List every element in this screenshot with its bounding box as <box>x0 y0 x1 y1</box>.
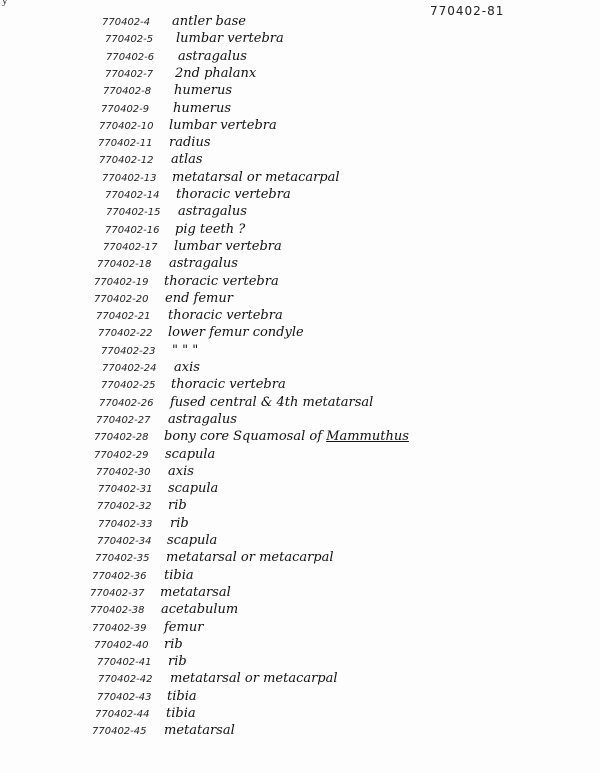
specimen-description <box>168 654 187 669</box>
specimen-description <box>172 14 246 29</box>
specimen-description-text: humerus <box>173 100 232 116</box>
list-item <box>0 308 600 326</box>
specimen-description-text: tibia <box>167 688 197 704</box>
catalog-number: 770402-43 <box>97 691 152 703</box>
list-item <box>0 498 600 516</box>
specimen-description-text: rib <box>164 636 183 652</box>
list-item <box>0 671 600 689</box>
catalog-number: 770402-19 <box>94 276 149 288</box>
specimen-description-text: scapula <box>167 533 218 548</box>
list-item <box>0 550 600 568</box>
catalog-number: 770402-20 <box>94 293 149 305</box>
catalog-number: 770402-5 <box>105 34 154 46</box>
list-item <box>0 187 600 205</box>
corner-mark: y <box>2 0 8 7</box>
specimen-description <box>174 239 282 254</box>
specimen-description-text: " " " <box>172 342 199 358</box>
specimen-description <box>168 325 304 340</box>
list-item <box>0 325 600 343</box>
list-item <box>0 118 600 136</box>
list-item <box>0 14 600 32</box>
specimen-description <box>178 204 247 219</box>
list-item <box>0 343 600 361</box>
specimen-description-text: scapula <box>165 446 216 462</box>
list-item <box>0 706 600 724</box>
list-item <box>0 481 600 499</box>
catalog-number: 770402-10 <box>99 120 154 132</box>
specimen-description <box>170 671 338 686</box>
catalog-number: 770402-36 <box>92 570 147 582</box>
specimen-description-text: rib <box>170 515 189 531</box>
specimen-description <box>169 135 211 150</box>
specimen-description-text: 2nd phalanx <box>175 65 257 81</box>
specimen-description <box>166 706 196 721</box>
catalog-number: 770402-22 <box>98 328 153 340</box>
list-item <box>0 152 600 170</box>
list-item <box>0 447 600 465</box>
specimen-description-text: scapula <box>168 481 219 497</box>
specimen-description <box>168 498 187 513</box>
specimen-description-text: fused central & 4th metatarsal <box>170 394 374 410</box>
specimen-description-text: thoracic vertebra <box>176 187 291 202</box>
catalog-number: 770402-6 <box>106 51 155 63</box>
specimen-description <box>176 187 291 202</box>
specimen-description <box>165 447 215 462</box>
specimen-description-text: rib <box>168 498 187 514</box>
specimen-description-text: astragalus <box>178 48 247 64</box>
list-item <box>0 291 600 309</box>
list-item <box>0 637 600 655</box>
list-item <box>0 395 600 413</box>
list-item <box>0 689 600 707</box>
specimen-description <box>169 118 277 133</box>
specimen-description-text: femur <box>164 619 204 635</box>
catalog-number: 770402-33 <box>98 518 153 530</box>
specimen-description-text: astragalus <box>169 256 238 272</box>
specimen-description-text: bony core Squamosal of <box>164 429 322 445</box>
specimen-description <box>169 256 238 271</box>
catalog-number: 770402-30 <box>96 466 151 478</box>
specimen-description-text: tibia <box>164 567 194 583</box>
list-item <box>0 256 600 274</box>
document-number: 770402-81 <box>430 4 505 18</box>
catalog-number: 770402-21 <box>96 311 151 323</box>
specimen-description <box>174 83 232 98</box>
specimen-description <box>160 585 231 600</box>
catalog-number: 770402-26 <box>99 397 154 409</box>
catalog-number: 770402-8 <box>103 86 152 98</box>
specimen-description-text: metatarsal or metacarpal <box>172 169 340 185</box>
list-item <box>0 585 600 603</box>
list-item <box>0 620 600 638</box>
specimen-description <box>167 689 197 704</box>
specimen-description-text: axis <box>168 463 194 479</box>
specimen-description-text: astragalus <box>168 411 237 427</box>
specimen-description <box>172 170 340 185</box>
list-item <box>0 222 600 240</box>
catalog-number: 770402-37 <box>90 587 145 599</box>
specimen-description-text: lumbar vertebra <box>169 117 277 133</box>
catalog-number: 770402-39 <box>92 622 147 634</box>
specimen-description-text: metatarsal <box>164 723 235 739</box>
specimen-description <box>170 395 373 410</box>
catalog-number: 770402-15 <box>106 207 161 219</box>
specimen-description-text: pig teeth ? <box>175 221 246 237</box>
specimen-description-text: axis <box>174 360 200 375</box>
list-item <box>0 723 600 741</box>
catalog-number: 770402-11 <box>98 138 153 150</box>
catalog-number: 770402-34 <box>97 536 152 547</box>
list-item <box>0 49 600 67</box>
specimen-description-text: metatarsal or metacarpal <box>170 671 338 687</box>
specimen-description <box>166 550 334 565</box>
catalog-number: 770402-38 <box>90 605 145 617</box>
catalog-number: 770402-31 <box>98 484 153 496</box>
catalog-number: 770402-17 <box>103 241 158 253</box>
specimen-description <box>171 152 203 167</box>
specimen-description <box>167 533 217 548</box>
specimen-description-text: humerus <box>174 83 233 99</box>
list-item <box>0 170 600 188</box>
list-item <box>0 135 600 153</box>
catalog-number: 770402-42 <box>98 674 153 686</box>
specimen-description <box>164 429 409 444</box>
list-item <box>0 239 600 257</box>
catalog-number: 770402-14 <box>105 190 160 201</box>
specimen-description <box>164 637 183 652</box>
catalog-number: 770402-12 <box>99 155 154 167</box>
catalog-number: 770402-16 <box>105 224 160 236</box>
list-item <box>0 377 600 395</box>
specimen-description-text: lumbar vertebra <box>174 238 282 254</box>
specimen-description <box>164 568 194 583</box>
catalog-number: 770402-13 <box>102 172 157 184</box>
specimen-description <box>175 66 256 81</box>
specimen-description-text: rib <box>168 654 187 670</box>
catalog-number: 770402-45 <box>92 726 147 738</box>
list-item <box>0 83 600 101</box>
list-item <box>0 568 600 586</box>
catalog-number: 770402-23 <box>101 345 156 357</box>
specimen-description-text: lower femur condyle <box>168 325 304 341</box>
catalog-number: 770402-35 <box>95 553 150 565</box>
list-item <box>0 204 600 222</box>
specimen-description <box>168 464 194 479</box>
list-item <box>0 101 600 119</box>
specimen-description-text: thoracic vertebra <box>171 377 286 393</box>
list-item <box>0 429 600 447</box>
specimen-description <box>161 602 238 617</box>
specimen-description-text: acetabulum <box>161 602 239 618</box>
catalog-number: 770402-29 <box>94 449 149 461</box>
catalog-number: 770402-9 <box>101 103 150 115</box>
list-item <box>0 412 600 430</box>
catalog-number: 770402-4 <box>102 17 151 28</box>
specimen-description-text: thoracic vertebra <box>164 273 279 289</box>
catalog-number: 770402-44 <box>95 709 150 720</box>
specimen-description <box>176 31 284 46</box>
catalog-number: 770402-40 <box>94 639 149 651</box>
list-item <box>0 464 600 482</box>
specimen-description-text: atlas <box>171 152 203 168</box>
specimen-description <box>171 377 286 392</box>
list-item <box>0 274 600 292</box>
specimen-description <box>170 516 189 531</box>
catalog-number: 770402-27 <box>96 414 151 426</box>
specimen-description-text: tibia <box>166 706 196 721</box>
catalog-number: 770402-25 <box>101 380 156 392</box>
list-item <box>0 654 600 672</box>
specimen-description-text: end femur <box>165 290 233 306</box>
catalog-number: 770402-28 <box>94 432 149 444</box>
specimen-description <box>174 360 200 375</box>
specimen-description <box>173 101 231 116</box>
catalog-number: 770402-32 <box>97 501 152 513</box>
specimen-description <box>172 343 198 358</box>
specimen-description-text: lumbar vertebra <box>176 31 284 47</box>
specimen-description <box>178 49 247 64</box>
specimen-description <box>164 620 203 635</box>
list-item <box>0 516 600 534</box>
catalog-number: 770402-7 <box>105 68 154 80</box>
specimen-description <box>168 481 218 496</box>
specimen-description <box>164 723 235 738</box>
list-item <box>0 602 600 620</box>
specimen-description <box>168 308 283 323</box>
specimen-description-text: metatarsal <box>160 584 231 600</box>
specimen-description <box>164 274 279 289</box>
catalog-number: 770402-18 <box>97 259 152 271</box>
specimen-description-text: radius <box>169 135 211 151</box>
specimen-description <box>175 222 245 237</box>
specimen-description <box>165 291 233 306</box>
specimen-description-text: thoracic vertebra <box>168 308 283 324</box>
catalog-number: 770402-41 <box>97 657 152 669</box>
genus-name: Mammuthus <box>326 429 409 445</box>
list-item <box>0 31 600 49</box>
list-item <box>0 533 600 551</box>
list-item <box>0 360 600 378</box>
specimen-description-text: antler base <box>172 14 246 29</box>
specimen-description-text: metatarsal or metacarpal <box>166 550 334 566</box>
specimen-description-text: astragalus <box>178 204 247 220</box>
specimen-description <box>168 412 237 427</box>
list-item <box>0 66 600 84</box>
catalog-number: 770402-24 <box>102 363 157 374</box>
